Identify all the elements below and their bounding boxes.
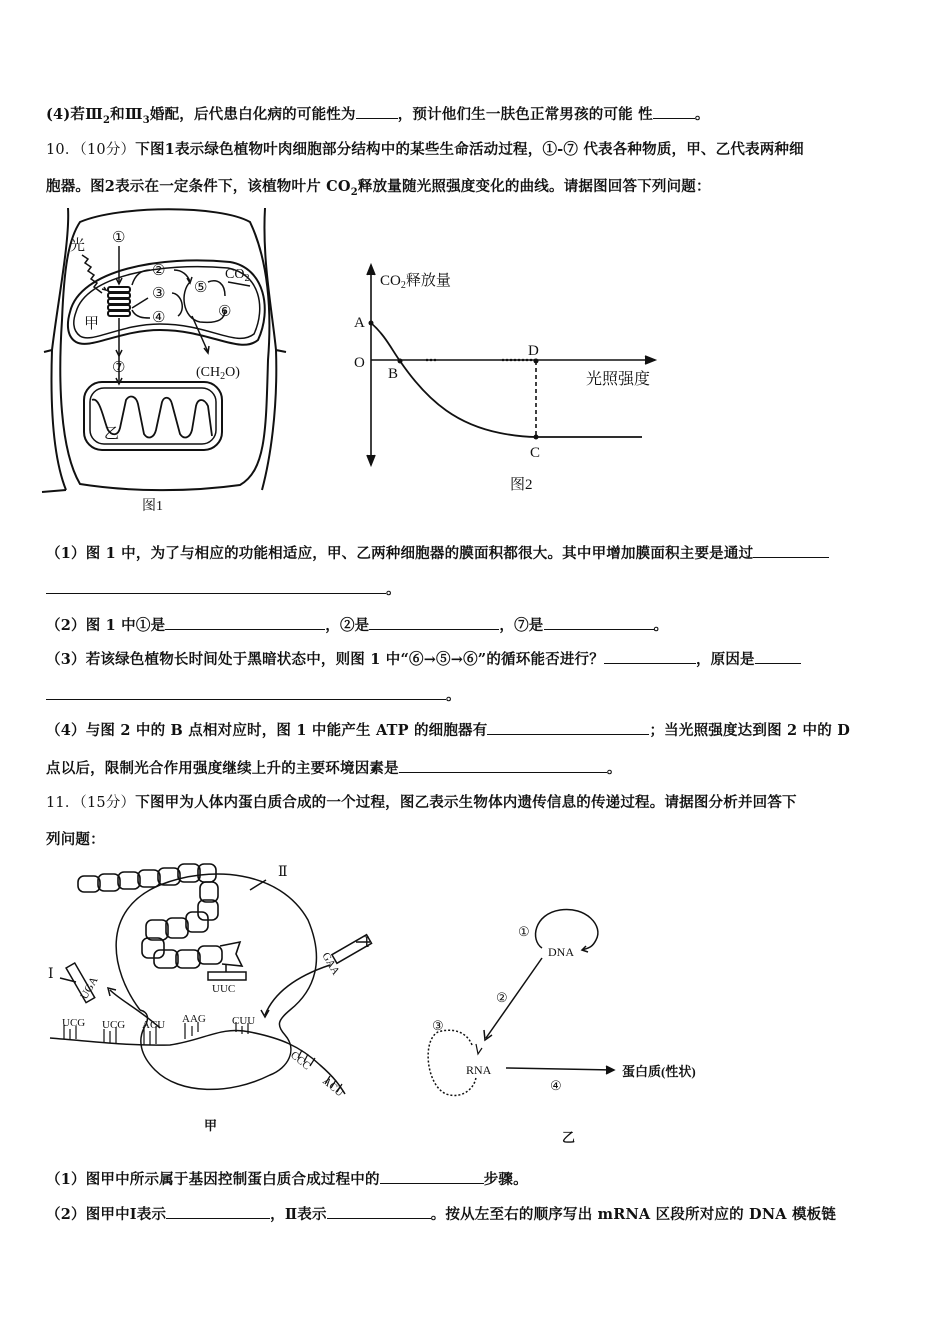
codon-7: ACU [320, 1075, 346, 1100]
codon-2: UCG [102, 1019, 126, 1031]
y-axis-label: CO [380, 273, 401, 289]
point-C: C [530, 445, 541, 461]
label-6: ⑥ [218, 304, 232, 320]
q10-q4: （4）与图 2 中的 B 点相对应时，图 1 中能产生 ATP 的细胞器有 ；当光照强度达到图 2 中的 D [46, 722, 850, 739]
codon-6: CCC [288, 1049, 313, 1073]
answer-blank[interactable] [369, 615, 499, 630]
codon-1: UCG [62, 1017, 86, 1029]
q10-intro-line2: 胞器。图2表示在一定条件下，该植物叶片 $CO_2$释放量随光照强度变化的曲线。请据图回答下列问题： [46, 178, 711, 198]
label-light: 光 [70, 238, 86, 254]
label-I-right: Ⅰ [364, 936, 370, 951]
answer-blank[interactable] [755, 649, 801, 664]
q10-q1-cont: 。 [46, 578, 401, 599]
q9-part4: (4)若$Ⅲ_2$和$Ⅲ_3$婚配，后代患白化病的可能性为 ，预计他们生一肤色正常男孩的可能 性 。 [46, 106, 710, 126]
label-3: ③ [152, 286, 166, 302]
protein-label: 蛋白质(性状) [622, 1064, 696, 1079]
figure-2-co2-curve [340, 255, 670, 509]
answer-blank[interactable] [653, 104, 695, 119]
label-mitochondrion-yi: 乙 [104, 426, 120, 442]
svg-text:CO2释放量: $CO_2$释放量 [380, 273, 451, 291]
figure-1-caption: 图1 [142, 499, 163, 514]
label-3: ③ [432, 1018, 444, 1033]
point-O: O [354, 355, 365, 371]
label-1: ① [518, 924, 530, 939]
codon-4: AAG [182, 1013, 206, 1025]
trna-right-anticodon: GAA [319, 950, 342, 978]
trna-center-anticodon: UUC [212, 983, 236, 995]
answer-blank[interactable] [166, 1204, 270, 1219]
point-A: A [354, 315, 365, 331]
answer-blank[interactable] [399, 758, 607, 773]
q11-q1: （1）图甲中所示属于基因控制蛋白质合成过程中的 步骤。 [46, 1171, 528, 1188]
label-I-left: Ⅰ [48, 967, 54, 982]
point-B: B [388, 366, 399, 382]
trna-left-anticodon: UGA [78, 974, 101, 1002]
q11-q2: （2）图甲中Ⅰ表示 ，Ⅱ表示 。按从左至右的顺序写出 mRNA 区段所对应的 DNA 模板链 [46, 1206, 837, 1223]
dna-label: DNA [548, 945, 574, 959]
figure-yi-caption: 乙 [562, 1130, 576, 1145]
q10-q3-cont: 。 [46, 684, 461, 705]
codon-5: CUU [232, 1015, 256, 1027]
answer-blank[interactable] [604, 649, 696, 664]
label-II: Ⅱ [278, 865, 288, 880]
answer-blank[interactable] [46, 685, 446, 700]
figure-yi-central-dogma [410, 890, 750, 1154]
label-2: ② [152, 263, 166, 279]
figure-1-cell-diagram [40, 200, 300, 524]
label-co2: CO [225, 267, 245, 282]
q10-q2: （2）图 1 中①是 ，②是 ，⑦是 。 [46, 617, 669, 634]
answer-blank[interactable] [356, 104, 398, 119]
answer-blank[interactable] [46, 579, 386, 594]
q10-q1: （1）图 1 中，为了与相应的功能相适应，甲、乙两种细胞器的膜面积都很大。其中甲增加膜面积主要是通过 [46, 542, 829, 563]
codon-3: ACU [142, 1019, 166, 1031]
q11-intro-line2: 列问题： [46, 831, 105, 848]
label-chloroplast-jia: 甲 [84, 316, 100, 332]
svg-text:(CH2O): $(CH_2O)$ [196, 365, 240, 382]
figure-2-caption: 图2 [510, 477, 533, 493]
figure-jia-caption: 甲 [204, 1118, 218, 1133]
figure-jia-translation [40, 850, 400, 1144]
q10-q4-cont: 点以后，限制光合作用强度继续上升的主要环境因素是 。 [46, 760, 622, 777]
rna-label: RNA [466, 1063, 492, 1077]
label-ch2o: (CH [196, 365, 221, 380]
label-2: ② [496, 990, 508, 1005]
label-5: ⑤ [194, 280, 208, 296]
label-7: ⑦ [112, 360, 126, 376]
answer-blank[interactable] [327, 1204, 431, 1219]
x-axis-label: 光照强度 [586, 371, 651, 388]
point-D: D [528, 343, 539, 359]
label-1: ① [112, 230, 126, 246]
q10-q3: （3）若该绿色植物长时间处于黑暗状态中，则图 1 中“⑥→⑤→⑥”的循环能否进行？ ，原因是 [46, 648, 801, 669]
svg-text:CO2: $CO_2$ [225, 267, 250, 284]
answer-blank[interactable] [753, 543, 829, 558]
answer-blank[interactable] [380, 1169, 484, 1184]
q10-intro-line1: 10．（10分）下图1表示绿色植物叶肉细胞部分结构中的某些生命活动过程，①-⑦ 代表各种物质，甲、乙代表两种细 [46, 141, 804, 158]
label-4: ④ [152, 310, 166, 326]
answer-blank[interactable] [544, 615, 654, 630]
answer-blank[interactable] [487, 720, 649, 735]
answer-blank[interactable] [165, 615, 325, 630]
q11-intro-line1: 11．（15分）下图甲为人体内蛋白质合成的一个过程，图乙表示生物体内遗传信息的传递过程。请据图分析并回答下 [46, 794, 797, 811]
label-4: ④ [550, 1078, 562, 1093]
